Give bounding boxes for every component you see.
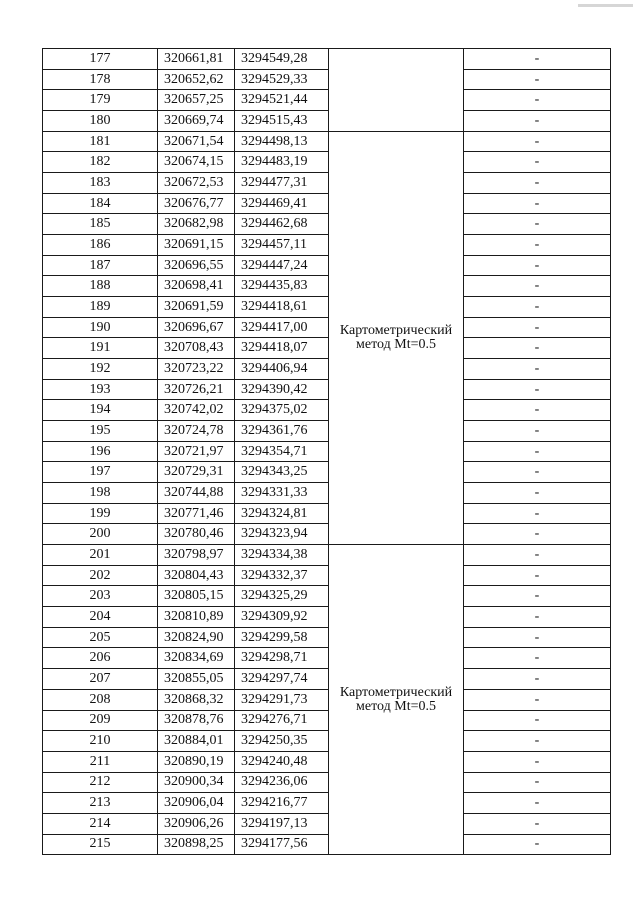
y-coordinate-cell: 3294435,83 [235,276,329,297]
x-coordinate-cell: 320898,25 [158,834,235,855]
x-coordinate-cell: 320696,67 [158,317,235,338]
value-cell: - [464,338,611,359]
value-cell: - [464,400,611,421]
table-row [43,793,611,814]
y-coordinate-cell: 3294325,29 [235,586,329,607]
y-coordinate-cell: 3294457,11 [235,235,329,256]
table-row [43,710,611,731]
point-number-cell: 205 [43,627,158,648]
x-coordinate-cell: 320721,97 [158,441,235,462]
y-coordinate-cell: 3294469,41 [235,193,329,214]
x-coordinate-cell: 320906,26 [158,813,235,834]
value-cell: - [464,689,611,710]
value-cell: - [464,462,611,483]
point-number-cell: 190 [43,317,158,338]
value-cell: - [464,627,611,648]
x-coordinate-cell: 320682,98 [158,214,235,235]
value-cell: - [464,503,611,524]
value-cell: - [464,276,611,297]
point-number-cell: 198 [43,483,158,504]
table-row [43,669,611,690]
point-number-cell: 206 [43,648,158,669]
point-number-cell: 201 [43,545,158,566]
table-row [43,421,611,442]
x-coordinate-cell: 320771,46 [158,503,235,524]
value-cell: - [464,731,611,752]
value-cell: - [464,648,611,669]
table-row [43,813,611,834]
value-cell: - [464,49,611,70]
point-number-cell: 215 [43,834,158,855]
y-coordinate-cell: 3294498,13 [235,131,329,152]
point-number-cell: 195 [43,421,158,442]
table-row [43,400,611,421]
table-row [43,524,611,545]
table-row [43,503,611,524]
y-coordinate-cell: 3294462,68 [235,214,329,235]
value-cell: - [464,524,611,545]
table-row [43,689,611,710]
value-cell: - [464,214,611,235]
x-coordinate-cell: 320805,15 [158,586,235,607]
table-row [43,131,611,152]
value-cell: - [464,173,611,194]
value-cell: - [464,235,611,256]
y-coordinate-cell: 3294334,38 [235,545,329,566]
x-coordinate-cell: 320724,78 [158,421,235,442]
x-coordinate-cell: 320723,22 [158,359,235,380]
y-coordinate-cell: 3294324,81 [235,503,329,524]
x-coordinate-cell: 320672,53 [158,173,235,194]
value-cell: - [464,483,611,504]
y-coordinate-cell: 3294447,24 [235,255,329,276]
value-cell: - [464,90,611,111]
y-coordinate-cell: 3294291,73 [235,689,329,710]
point-number-cell: 181 [43,131,158,152]
y-coordinate-cell: 3294418,61 [235,297,329,318]
table-row [43,586,611,607]
point-number-cell: 196 [43,441,158,462]
x-coordinate-cell: 320798,97 [158,545,235,566]
table-row [43,173,611,194]
y-coordinate-cell: 3294299,58 [235,627,329,648]
y-coordinate-cell: 3294390,42 [235,379,329,400]
value-cell: - [464,607,611,628]
x-coordinate-cell: 320696,55 [158,255,235,276]
value-cell: - [464,255,611,276]
value-cell: - [464,441,611,462]
point-number-cell: 199 [43,503,158,524]
x-coordinate-cell: 320824,90 [158,627,235,648]
point-number-cell: 185 [43,214,158,235]
y-coordinate-cell: 3294375,02 [235,400,329,421]
table-row [43,276,611,297]
table-row [43,152,611,173]
x-coordinate-cell: 320884,01 [158,731,235,752]
x-coordinate-cell: 320652,62 [158,69,235,90]
table-row [43,772,611,793]
point-number-cell: 180 [43,111,158,132]
value-cell: - [464,297,611,318]
y-coordinate-cell: 3294343,25 [235,462,329,483]
x-coordinate-cell: 320726,21 [158,379,235,400]
table-row [43,441,611,462]
value-cell: - [464,834,611,855]
x-coordinate-cell: 320698,41 [158,276,235,297]
x-coordinate-cell: 320878,76 [158,710,235,731]
point-number-cell: 188 [43,276,158,297]
x-coordinate-cell: 320661,81 [158,49,235,70]
x-coordinate-cell: 320868,32 [158,689,235,710]
y-coordinate-cell: 3294276,71 [235,710,329,731]
value-cell: - [464,69,611,90]
x-coordinate-cell: 320834,69 [158,648,235,669]
point-number-cell: 193 [43,379,158,400]
table-row [43,731,611,752]
point-number-cell: 182 [43,152,158,173]
y-coordinate-cell: 3294521,44 [235,90,329,111]
point-number-cell: 200 [43,524,158,545]
table-row [43,565,611,586]
point-number-cell: 202 [43,565,158,586]
x-coordinate-cell: 320744,88 [158,483,235,504]
y-coordinate-cell: 3294298,71 [235,648,329,669]
value-cell: - [464,772,611,793]
y-coordinate-cell: 3294549,28 [235,49,329,70]
table-row [43,111,611,132]
x-coordinate-cell: 320890,19 [158,751,235,772]
table-row [43,255,611,276]
point-number-cell: 179 [43,90,158,111]
x-coordinate-cell: 320780,46 [158,524,235,545]
y-coordinate-cell: 3294177,56 [235,834,329,855]
y-coordinate-cell: 3294197,13 [235,813,329,834]
value-cell: - [464,793,611,814]
table-row [43,627,611,648]
method-cell: Картометрический метод Mt=0.5 [329,545,464,855]
point-number-cell: 203 [43,586,158,607]
point-number-cell: 186 [43,235,158,256]
value-cell: - [464,111,611,132]
scan-mark [578,4,633,7]
value-cell: - [464,359,611,380]
y-coordinate-cell: 3294417,00 [235,317,329,338]
y-coordinate-cell: 3294323,94 [235,524,329,545]
table-row [43,359,611,380]
y-coordinate-cell: 3294297,74 [235,669,329,690]
table-row [43,69,611,90]
y-coordinate-cell: 3294515,43 [235,111,329,132]
point-number-cell: 197 [43,462,158,483]
x-coordinate-cell: 320855,05 [158,669,235,690]
y-coordinate-cell: 3294483,19 [235,152,329,173]
table-row [43,317,611,338]
y-coordinate-cell: 3294331,33 [235,483,329,504]
point-number-cell: 189 [43,297,158,318]
y-coordinate-cell: 3294354,71 [235,441,329,462]
table-row [43,834,611,855]
table-row [43,545,611,566]
x-coordinate-cell: 320900,34 [158,772,235,793]
y-coordinate-cell: 3294309,92 [235,607,329,628]
x-coordinate-cell: 320669,74 [158,111,235,132]
value-cell: - [464,710,611,731]
point-number-cell: 214 [43,813,158,834]
table-row [43,214,611,235]
x-coordinate-cell: 320804,43 [158,565,235,586]
coordinates-table [42,48,611,855]
x-coordinate-cell: 320906,04 [158,793,235,814]
point-number-cell: 184 [43,193,158,214]
value-cell: - [464,565,611,586]
point-number-cell: 213 [43,793,158,814]
point-number-cell: 207 [43,669,158,690]
y-coordinate-cell: 3294250,35 [235,731,329,752]
value-cell: - [464,152,611,173]
x-coordinate-cell: 320708,43 [158,338,235,359]
x-coordinate-cell: 320674,15 [158,152,235,173]
x-coordinate-cell: 320691,15 [158,235,235,256]
point-number-cell: 210 [43,731,158,752]
value-cell: - [464,193,611,214]
table-row [43,751,611,772]
x-coordinate-cell: 320691,59 [158,297,235,318]
point-number-cell: 178 [43,69,158,90]
method-cell [329,49,464,132]
value-cell: - [464,813,611,834]
x-coordinate-cell: 320671,54 [158,131,235,152]
y-coordinate-cell: 3294216,77 [235,793,329,814]
method-cell: Картометрический метод Mt=0.5 [329,131,464,544]
point-number-cell: 212 [43,772,158,793]
value-cell: - [464,421,611,442]
table-row [43,297,611,318]
point-number-cell: 204 [43,607,158,628]
table-row [43,193,611,214]
x-coordinate-cell: 320742,02 [158,400,235,421]
value-cell: - [464,669,611,690]
value-cell: - [464,545,611,566]
y-coordinate-cell: 3294240,48 [235,751,329,772]
point-number-cell: 191 [43,338,158,359]
y-coordinate-cell: 3294529,33 [235,69,329,90]
y-coordinate-cell: 3294236,06 [235,772,329,793]
table-row [43,648,611,669]
x-coordinate-cell: 320810,89 [158,607,235,628]
point-number-cell: 209 [43,710,158,731]
point-number-cell: 187 [43,255,158,276]
value-cell: - [464,379,611,400]
table-row [43,607,611,628]
y-coordinate-cell: 3294332,37 [235,565,329,586]
point-number-cell: 194 [43,400,158,421]
point-number-cell: 192 [43,359,158,380]
y-coordinate-cell: 3294418,07 [235,338,329,359]
coordinates-table-body [43,49,611,855]
point-number-cell: 211 [43,751,158,772]
point-number-cell: 208 [43,689,158,710]
point-number-cell: 183 [43,173,158,194]
table-row [43,462,611,483]
y-coordinate-cell: 3294477,31 [235,173,329,194]
table-row [43,379,611,400]
value-cell: - [464,586,611,607]
value-cell: - [464,317,611,338]
x-coordinate-cell: 320657,25 [158,90,235,111]
table-row [43,235,611,256]
table-row [43,483,611,504]
value-cell: - [464,751,611,772]
point-number-cell: 177 [43,49,158,70]
table-row [43,90,611,111]
x-coordinate-cell: 320676,77 [158,193,235,214]
x-coordinate-cell: 320729,31 [158,462,235,483]
value-cell: - [464,131,611,152]
y-coordinate-cell: 3294406,94 [235,359,329,380]
y-coordinate-cell: 3294361,76 [235,421,329,442]
table-row [43,338,611,359]
table-row [43,49,611,70]
